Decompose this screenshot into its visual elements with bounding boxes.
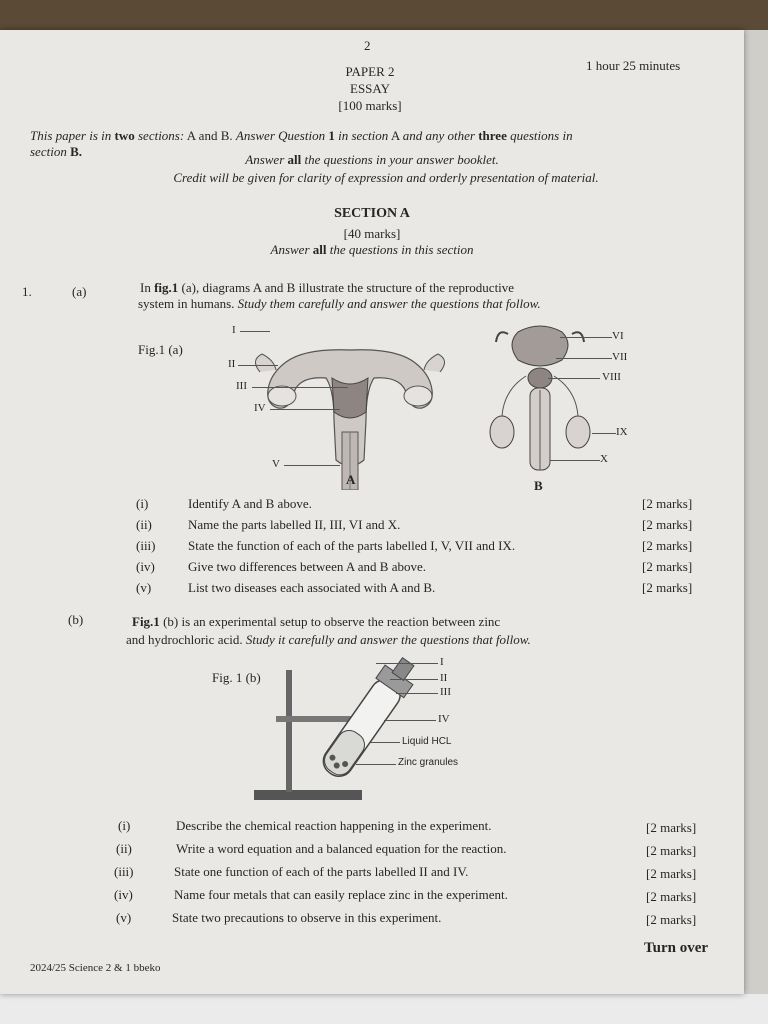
part-a-item-num: (i) [136, 496, 149, 511]
duration: 1 hour 25 minutes [586, 58, 681, 73]
paper-code: 2024/25 Science 2 & 1 bbeko [30, 962, 161, 974]
fig-label-IV: IV [254, 402, 266, 414]
fig-label-III: III [236, 380, 247, 392]
part-a-item-marks: [2 marks] [642, 559, 693, 574]
part-b-intro-line-1: Fig.1 (b) is an experimental setup to observe the reaction between zinc [132, 614, 501, 629]
leader-V [284, 465, 340, 466]
fig-label-I: I [232, 324, 236, 336]
fig-b-label-I: I [440, 656, 444, 668]
instruction-line-2: section B. [30, 144, 82, 159]
part-a-item-text: State the function of each of the parts labelled I, V, VII and IX. [188, 538, 516, 553]
fig-label-IX: IX [616, 426, 628, 438]
fig-label-VIII: VIII [602, 371, 621, 383]
diagram-a-label: A [346, 472, 356, 487]
fig-b-label-II: II [440, 672, 448, 684]
section-marks: [40 marks] [343, 226, 401, 241]
part-b-item-num: (i) [118, 818, 131, 833]
fig-1a-label: Fig.1 (a) [138, 342, 183, 357]
part-a-item-text: Give two differences between A and B above. [188, 559, 427, 574]
paper-type: ESSAY [350, 81, 390, 96]
leader-b-I [376, 663, 438, 664]
background-table [0, 0, 768, 32]
instruction-line-4: Credit will be given for clarity of expression and orderly presentation of material. [173, 170, 599, 185]
leader-I [240, 331, 270, 332]
liquid-hcl-label: Liquid HCL [402, 736, 452, 747]
part-a-item-marks: [2 marks] [642, 496, 693, 511]
part-a-item-text: List two diseases each associated with A and B. [188, 580, 436, 595]
section-note: Answer all the questions in this section [270, 242, 474, 257]
part-a-item-num: (iv) [136, 559, 155, 574]
part-b-item-text: Write a word equation and a balanced equation for the reaction. [176, 841, 507, 856]
part-a-item-marks: [2 marks] [642, 538, 693, 553]
leader-liquid [370, 742, 400, 743]
fig-1b-label: Fig. 1 (b) [212, 670, 261, 685]
fig-b-label-IV: IV [438, 713, 450, 725]
part-a-item-num: (ii) [136, 517, 152, 532]
background-bottom [0, 994, 768, 1024]
male-reproductive-diagram [478, 320, 608, 480]
leader-b-II [390, 679, 438, 680]
part-b-item-marks: [2 marks] [646, 866, 697, 881]
leader-VIII [548, 378, 600, 379]
part-b-item-num: (iv) [114, 887, 133, 902]
part-a-item-num: (iii) [136, 538, 156, 553]
paper-title: PAPER 2 [345, 64, 395, 79]
fig-b-label-III: III [440, 686, 451, 698]
part-a-item-marks: [2 marks] [642, 517, 693, 532]
leader-VII [556, 358, 612, 359]
zinc-granules-label: Zinc granules [398, 757, 459, 768]
section-title: SECTION A [334, 206, 410, 221]
page-number: 2 [364, 38, 371, 53]
part-b-item-text: State one function of each of the parts labelled II and IV. [174, 864, 469, 879]
part-b-label: (b) [68, 612, 84, 627]
leader-b-IV [384, 720, 436, 721]
question-number: 1. [22, 284, 32, 299]
fig-label-VII: VII [612, 351, 628, 363]
part-b-item-text: Describe the chemical reaction happening in the experiment. [176, 818, 492, 833]
part-b-item-text: State two precautions to observe in this experiment. [172, 910, 442, 925]
instruction-line-1: This paper is in two sections: A and B. Answer Question 1 in section A and any other three questions in [30, 128, 573, 143]
diagram-b-label: B [534, 478, 543, 493]
part-b-item-marks: [2 marks] [646, 820, 697, 835]
part-b-item-num: (v) [116, 910, 132, 925]
fig-label-VI: VI [612, 330, 624, 342]
part-a-item-text: Identify A and B above. [188, 496, 312, 511]
instruction-line-3: Answer all the questions in your answer booklet. [245, 152, 499, 167]
leader-IX [592, 433, 616, 434]
fig-label-X: X [600, 453, 608, 465]
part-b-item-num: (iii) [114, 864, 134, 879]
turn-over: Turn over [644, 940, 709, 956]
leader-II [238, 365, 278, 366]
part-a-label: (a) [72, 284, 87, 299]
leader-III [252, 387, 348, 388]
leader-X [550, 460, 600, 461]
part-a-item-text: Name the parts labelled II, III, VI and X. [188, 517, 401, 532]
leader-b-III [396, 693, 438, 694]
part-a-item-num: (v) [136, 580, 152, 595]
paper-marks: [100 marks] [338, 98, 402, 113]
leader-VI [560, 337, 612, 338]
apparatus-diagram [250, 648, 450, 808]
fig-label-V: V [272, 458, 280, 470]
leader-zinc [356, 764, 396, 765]
fig-label-II: II [228, 358, 236, 370]
part-b-item-num: (ii) [116, 841, 132, 856]
exam-page [0, 30, 744, 994]
leader-IV [270, 409, 340, 410]
part-b-item-marks: [2 marks] [646, 912, 697, 927]
part-a-intro-line-2: system in humans. Study them carefully and answer the questions that follow. [138, 296, 541, 311]
part-a-intro-line-1: In fig.1 (a), diagrams A and B illustrate the structure of the reproductive [140, 280, 515, 295]
part-b-item-marks: [2 marks] [646, 889, 697, 904]
part-a-item-marks: [2 marks] [642, 580, 693, 595]
part-b-item-text: Name four metals that can easily replace zinc in the experiment. [174, 887, 508, 902]
part-b-intro-line-2: and hydrochloric acid. Study it carefully and answer the questions that follow. [126, 632, 531, 647]
part-b-item-marks: [2 marks] [646, 843, 697, 858]
